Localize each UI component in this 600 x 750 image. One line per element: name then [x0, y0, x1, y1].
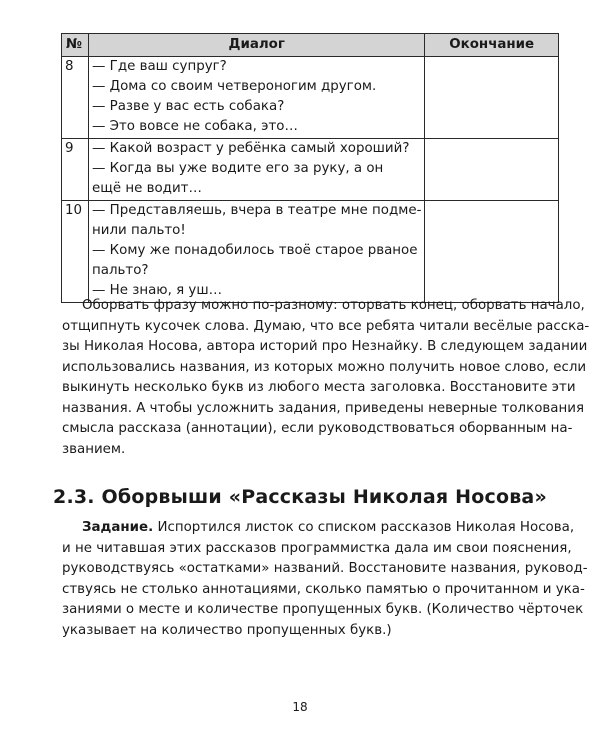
row-number: 10 — [62, 201, 89, 303]
dialog-line: — Это вовсе не собака, это… — [92, 119, 298, 134]
dialog-cell — [89, 201, 425, 303]
dialog-cell — [89, 139, 425, 201]
ending-cell — [425, 57, 559, 139]
dialog-line: — Разве у вас есть собака? — [92, 99, 285, 114]
table-row — [62, 201, 559, 303]
paragraph-line: руководствуясь «остатками» названий. Восстановите названия, руковод- — [62, 561, 588, 576]
dialog-line: — Кому же понадобилось твоё старое рваное — [92, 243, 418, 258]
paragraph-line: названия. А чтобы усложнить задания, приведены неверные толкования — [62, 400, 584, 416]
dialog-line: — Какой возраст у ребёнка самый хороший? — [92, 141, 410, 156]
task-label: Задание. — [82, 520, 154, 535]
column-header-dialog: Диалог — [89, 34, 425, 57]
row-number: 8 — [62, 57, 89, 139]
table-row — [62, 57, 559, 139]
row-number: 9 — [62, 139, 89, 201]
dialog-line: нили пальто! — [92, 223, 186, 238]
dialog-cell — [89, 57, 425, 139]
section-heading: 2.3. Оборвыши «Рассказы Николая Носова» — [53, 486, 547, 508]
dialog-line: — Дома со своим четвероногим другом. — [92, 79, 377, 94]
dialog-line: пальто? — [92, 263, 149, 278]
page-number: 18 — [292, 700, 308, 714]
paragraph-line: Оборвать фразу можно по-разному: оторвать конец, оборвать начало, — [82, 298, 585, 313]
paragraph-line: званием. — [62, 441, 126, 457]
paragraph-line: использовались названия, из которых можно получить новое слово, если — [62, 359, 587, 375]
task-first-line-text: Испортился листок со списком рассказов Николая Носова, — [153, 520, 575, 535]
ending-cell — [425, 139, 559, 201]
dialog-line: — Не знаю, я уш… — [92, 283, 222, 298]
dialog-line: ещё не водит… — [92, 181, 202, 196]
task-first-line — [62, 518, 575, 539]
table-header-row — [62, 34, 559, 57]
table-row — [62, 139, 559, 201]
paragraph-line: выкинуть несколько букв из любого места заголовка. Восстановите эти — [62, 380, 576, 395]
dialog-line: — Представляешь, вчера в театре мне подме- — [92, 203, 422, 218]
ending-cell — [425, 201, 559, 303]
paragraph-line: смысла рассказа (аннотации), если руководствоваться оборванным на- — [62, 421, 573, 436]
paragraph-line: зы Николая Носова, автора историй про Незнайку. В следующем задании — [62, 339, 588, 354]
dialog-table — [61, 33, 559, 303]
column-header-ending: Окончание — [425, 34, 559, 57]
intro-paragraph — [62, 296, 590, 460]
dialog-line: — Где ваш супруг? — [92, 59, 227, 74]
paragraph-line: указывает на количество пропущенных букв.) — [62, 622, 392, 638]
column-header-number: № — [62, 34, 89, 57]
paragraph-line: заниями о месте и количестве пропущенных букв. (Количество чёрточек — [62, 602, 584, 617]
task-paragraph — [62, 518, 588, 641]
paragraph-line: и не читавшая этих рассказов программистка дала им свои пояснения, — [62, 540, 572, 556]
dialog-line: — Когда вы уже водите его за руку, а он — [92, 161, 384, 176]
paragraph-line: отщипнуть кусочек слова. Думаю, что все ребята читали весёлые расска- — [62, 318, 590, 334]
paragraph-line: ствуясь не столько аннотациями, сколько памятью о прочитанном и ука- — [62, 581, 585, 597]
